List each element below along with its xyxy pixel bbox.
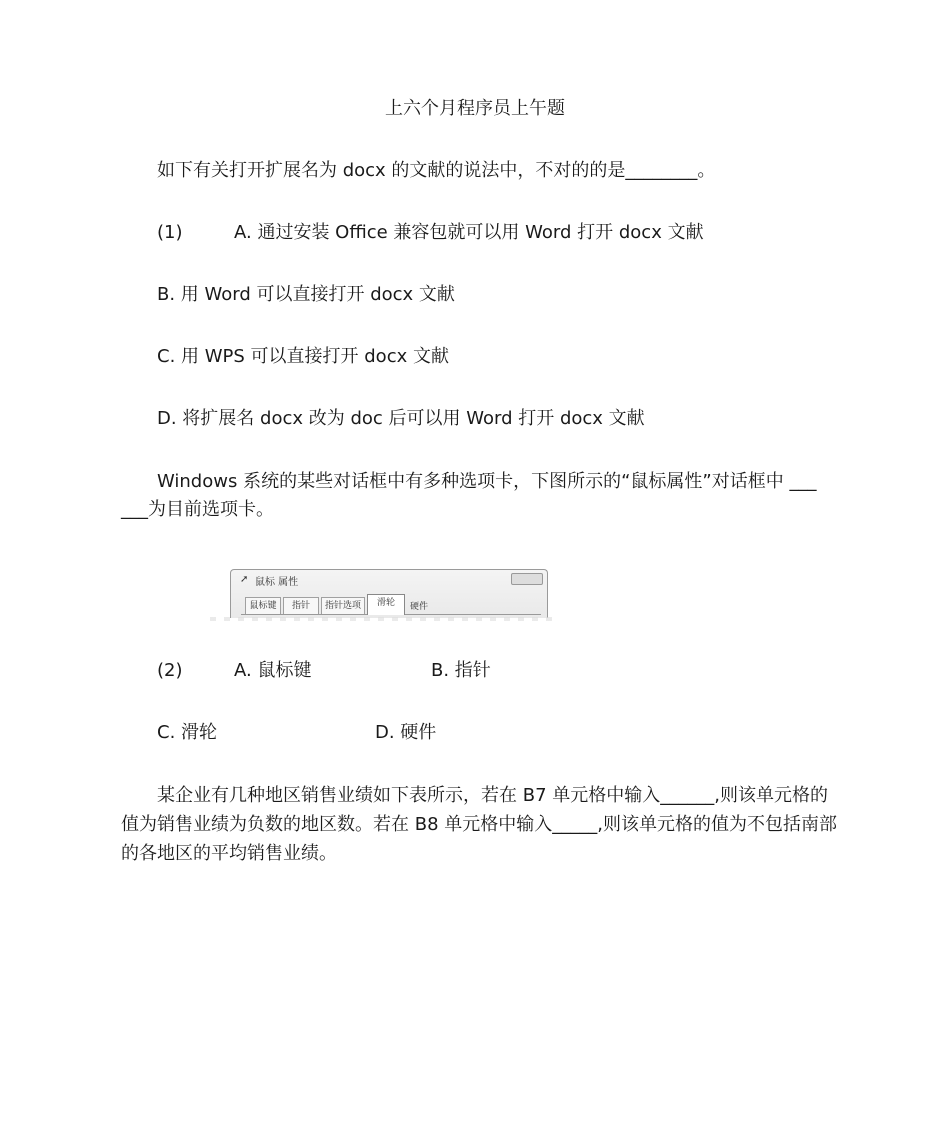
question-1-stem: 如下有关打开扩展名为 docx 的文献的说法中，不对的的是________。 — [157, 160, 716, 181]
question-2-option-b: B. 指针 — [431, 660, 491, 681]
question-2-number: (2) — [157, 660, 183, 681]
mouse-icon: ➚ — [240, 574, 249, 585]
question-2-stem-line-2: ___为目前选项卡。 — [121, 499, 274, 520]
question-3-line-1: 某企业有几种地区销售业绩如下表所示，若在 B7 单元格中输入______,则该单元格的 — [157, 785, 828, 806]
question-2-option-c: C. 滑轮 — [157, 722, 218, 743]
question-3-line-3: 的各地区的平均销售业绩。 — [121, 843, 337, 864]
tab-pointer-options: 指针选项 — [321, 597, 365, 614]
dialog-title: 鼠标 属性 — [255, 577, 299, 588]
page-title: 上六个月程序员上午题 — [385, 98, 565, 119]
question-1-number: (1) — [157, 222, 183, 243]
question-1-option-b: B. 用 Word 可以直接打开 docx 文献 — [157, 284, 455, 305]
question-2-option-d: D. 硬件 — [375, 722, 437, 743]
close-icon — [511, 573, 543, 585]
question-2-stem-line-1: Windows 系统的某些对话框中有多种选项卡，下图所示的“鼠标属性”对话框中 ___ — [157, 471, 817, 492]
tab-hardware: 硬件 — [409, 602, 428, 612]
dialog-tab-strip — [241, 594, 541, 615]
question-1-option-a: A. 通过安装 Office 兼容包就可以用 Word 打开 docx 文献 — [234, 222, 704, 243]
question-1-option-d: D. 将扩展名 docx 改为 doc 后可以用 Word 打开 docx 文献 — [157, 408, 645, 429]
mouse-properties-dialog-image — [230, 569, 548, 618]
tab-wheel: 滑轮 — [367, 594, 405, 615]
question-2-option-a: A. 鼠标键 — [234, 660, 312, 681]
tab-pointers: 指针 — [283, 597, 319, 614]
question-3-line-2: 值为销售业绩为负数的地区数。若在 B8 单元格中输入_____,则该单元格的值为不包括南部 — [121, 814, 837, 835]
tab-mouse-buttons: 鼠标键 — [245, 597, 281, 614]
question-1-option-c: C. 用 WPS 可以直接打开 docx 文献 — [157, 346, 449, 367]
image-scan-artifact — [210, 617, 560, 621]
